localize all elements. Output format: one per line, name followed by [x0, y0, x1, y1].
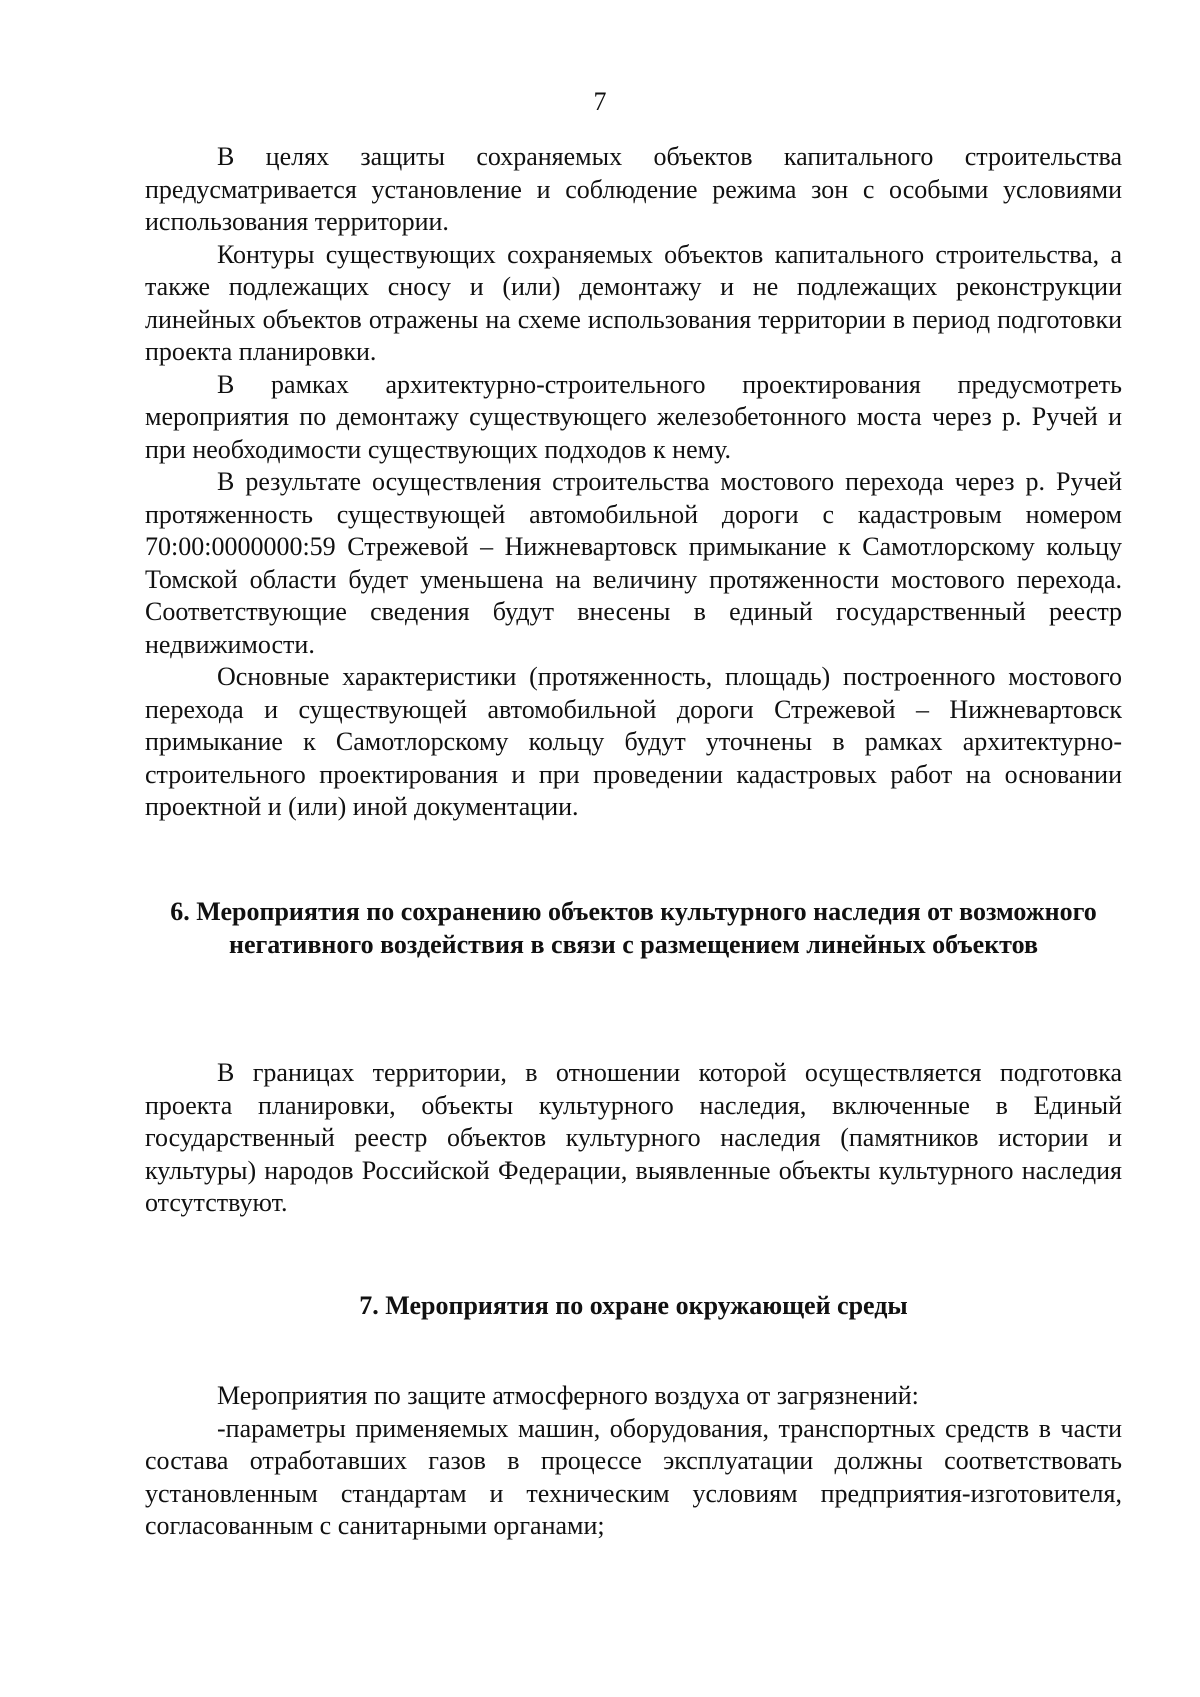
text-block-3 [145, 1380, 1122, 1543]
paragraph: Контуры существующих сохраняемых объектов капитального строительства, а также подлежащих сносу и (или) демонтажу и не подлежащих реконструкции линейных объектов отражены на схеме использования территории в период подготовки проекта планировки. [145, 239, 1122, 366]
paragraph: Мероприятия по защите атмосферного воздуха от загрязнений: [217, 1381, 919, 1410]
section-title: Мероприятия по охране окружающей среды [385, 1291, 908, 1320]
paragraph: Основные характеристики (протяженность, площадь) построенного мостового перехода и существующей автомобильной дороги Стрежевой – Нижневартовск примыкание к Самотлорскому кольцу будут уточнены в рамках архитектурно-строительного проектирования и при проведении кадастровых работ на основании проектной и (или) иной документации. [145, 662, 1122, 821]
paragraph: В целях защиты сохраняемых объектов капитального строительства предусматривается установление и соблюдение режима зон с особыми условиями использования территории. [145, 142, 1122, 236]
paragraph: -параметры применяемых машин, оборудования, транспортных средств в части состава отработавших газов в процессе эксплуатации должны соответствовать установленным стандартам и техническим условиям предприятия-изготовителя, согласованным с санитарными органами; [145, 1413, 1122, 1540]
paragraph: В рамках архитектурно-строительного проектирования предусмотреть мероприятия по демонтажу существующего железобетонного моста через р. Ручей и при необходимости существующих подходов к нему. [145, 369, 1122, 464]
page-number: 7 [593, 87, 607, 116]
paragraph: В результате осуществления строительства мостового перехода через р. Ручей протяженность существующей автомобильной дороги с кадастровым номером 70:00:0000000:59 Стрежевой – Нижневартовск примыкание к Самотлорскому кольцу Томской области будет уменьшена на величину протяженности мостового перехода. Соответствующие сведения будут внесены в единый государственный реестр недвижимости. [145, 467, 1122, 659]
section-heading-6 [145, 896, 1122, 961]
section-title: Мероприятия по сохранению объектов культурного наследия от возможного негативного воздействия в связи с размещением линейных объектов [196, 897, 1097, 959]
paragraph: В границах территории, в отношении которой осуществляется подготовка проекта планировки, объекты культурного наследия, включенные в Единый государственный реестр объектов культурного наследия (памятников истории и культуры) народов Российской Федерации, выявленные объекты культурного наследия отсутствуют. [145, 1058, 1122, 1217]
text-block-2 [145, 1057, 1122, 1220]
section-number: 7. [359, 1291, 379, 1320]
section-heading-7 [145, 1290, 1122, 1323]
section-number: 6. [170, 897, 190, 926]
text-block-1 [145, 141, 1122, 824]
